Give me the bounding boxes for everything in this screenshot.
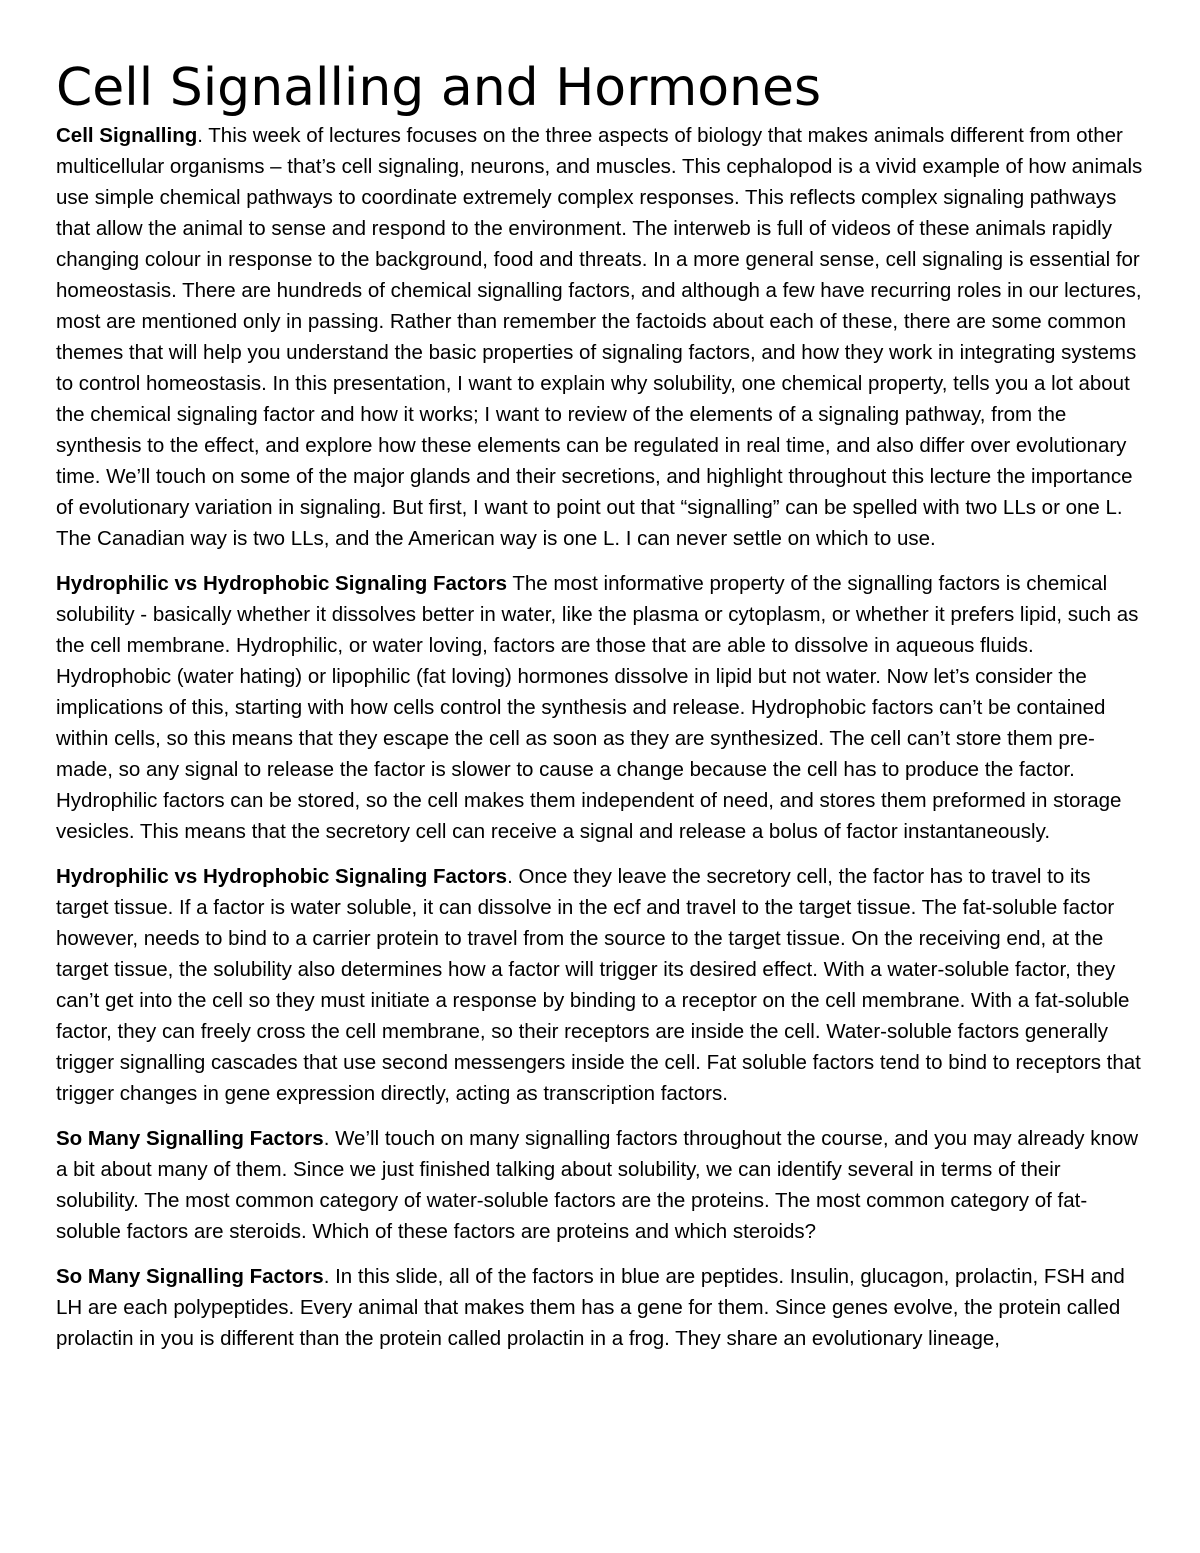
document-page [56,56,1148,1368]
paragraph-so-many-signalling-factors-2 [56,1261,1148,1354]
document-title: Cell Signalling and Hormones [56,58,822,118]
paragraph-hydrophilic-vs-hydrophobic-2 [56,861,1148,1109]
paragraph-heading: So Many Signalling Factors [56,1127,324,1150]
paragraph-cell-signalling [56,120,1148,554]
paragraph-hydrophilic-vs-hydrophobic-1 [56,568,1148,847]
paragraph-heading: So Many Signalling Factors [56,1265,324,1288]
paragraph-heading: Hydrophilic vs Hydrophobic Signaling Factors [56,572,508,595]
paragraph-text: . Once they leave the secretory cell, the factor has to travel to its target tissue. If a factor is water soluble, it can dissolve in the ecf and travel to the target tissue. The fat-soluble factor however, needs to bind to a carrier protein to travel from the source to the target tissue. On the receiving end, at the target tissue, the solubility also determines how a factor will trigger its desired effect. With a water-soluble factor, they can’t get into the cell so they must initiate a response by binding to a receptor on the cell membrane. With a fat-soluble factor, they can freely cross the cell membrane, so their receptors are inside the cell. Water-soluble factors generally trigger signalling cascades that use second messengers inside the cell. Fat soluble factors tend to bind to receptors that trigger changes in gene expression directly, acting as transcription factors. [56,865,1141,1105]
paragraph-text: . This week of lectures focuses on the three aspects of biology that makes animals different from other multicellular organisms – that’s cell signaling, neurons, and muscles. This cephalopod is a vivid example of how animals use simple chemical pathways to coordinate extremely complex responses. This reflects complex signaling pathways that allow the animal to sense and respond to the environment. The interweb is full of videos of these animals rapidly changing colour in response to the background, food and threats. In a more general sense, cell signaling is essential for homeostasis. There are hundreds of chemical signalling factors, and although a few have recurring roles in our lectures, most are mentioned only in passing. Rather than remember the factoids about each of these, there are some common themes that will help you understand the basic properties of signaling factors, and how they work in integrating systems to control homeostasis. In this presentation, I want to explain why solubility, one chemical property, tells you a lot about the chemical signaling factor and how it works; I want to review of the elements of a signaling pathway, from the synthesis to the effect, and explore how these elements can be regulated in real time, and also differ over evolutionary time. We’ll touch on some of the major glands and their secretions, and highlight throughout this lecture the importance of evolutionary variation in signaling. But first, I want to point out that “signalling” can be spelled with two LLs or one L. The Canadian way is two LLs, and the American way is one L. I can never settle on which to use. [56,124,1143,550]
paragraph-heading: Cell Signalling [56,124,198,147]
paragraph-heading: Hydrophilic vs Hydrophobic Signaling Factors [56,865,508,888]
paragraph-so-many-signalling-factors-1 [56,1123,1148,1247]
paragraph-text: The most informative property of the signalling factors is chemical solubility - basically whether it dissolves better in water, like the plasma or cytoplasm, or whether it prefers lipid, such as the cell membrane. Hydrophilic, or water loving, factors are those that are able to dissolve in aqueous fluids. Hydrophobic (water hating) or lipophilic (fat loving) hormones dissolve in lipid but not water. Now let’s consider the implications of this, starting with how cells control the synthesis and release. Hydrophobic factors can’t be contained within cells, so this means that they escape the cell as soon as they are synthesized. The cell can’t store them pre-made, so any signal to release the factor is slower to cause a change because the cell has to produce the factor. Hydrophilic factors can be stored, so the cell makes them independent of need, and stores them preformed in storage vesicles. This means that the secretory cell can receive a signal and release a bolus of factor instantaneously. [56,572,1139,843]
paragraph-text: . We’ll touch on many signalling factors throughout the course, and you may already know a bit about many of them. Since we just finished talking about solubility, we can identify several in terms of their solubility. The most common category of water-soluble factors are the proteins. The most common category of fat-soluble factors are steroids. Which of these factors are proteins and which steroids? [56,1127,1139,1243]
paragraph-text: . In this slide, all of the factors in blue are peptides. Insulin, glucagon, prolactin, FSH and LH are each polypeptides. Every animal that makes them has a gene for them. Since genes evolve, the protein called prolactin in you is different than the protein called prolactin in a frog. They share an evolutionary lineage, [56,1265,1125,1350]
